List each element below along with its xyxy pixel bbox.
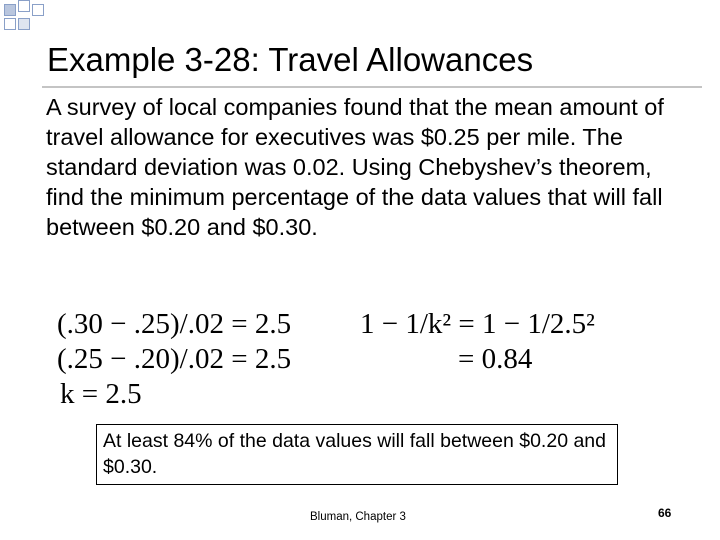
answer-box: At least 84% of the data values will fall between $0.20 and $0.30. <box>96 424 618 485</box>
math-line-k: k = 2.5 <box>60 378 142 410</box>
corner-square <box>18 18 30 30</box>
corner-square <box>18 0 30 12</box>
chebyshev-result: = 0.84 <box>458 343 533 375</box>
slide-title: Example 3-28: Travel Allowances <box>47 41 534 78</box>
math-line-2: (.25 − .20)/.02 = 2.5 <box>57 343 292 375</box>
footer-text: Bluman, Chapter 3 <box>310 511 406 523</box>
title-divider <box>42 86 702 88</box>
problem-statement: A survey of local companies found that the mean amount of travel allowance for executives was $0.25 per mile. The standard deviation was 0.02. Using Chebyshev’s theorem, find the minimum percentage of the data values that will fall between $0.20 and $0.30. <box>46 94 664 240</box>
corner-square <box>32 4 44 16</box>
math-line-1: (.30 − .25)/.02 = 2.5 <box>57 308 292 340</box>
corner-decoration <box>0 0 60 40</box>
page-number: 66 <box>658 506 672 520</box>
chebyshev-formula: 1 − 1/k² = 1 − 1/2.5² <box>360 308 595 340</box>
corner-square <box>4 4 16 16</box>
corner-square <box>4 18 16 30</box>
